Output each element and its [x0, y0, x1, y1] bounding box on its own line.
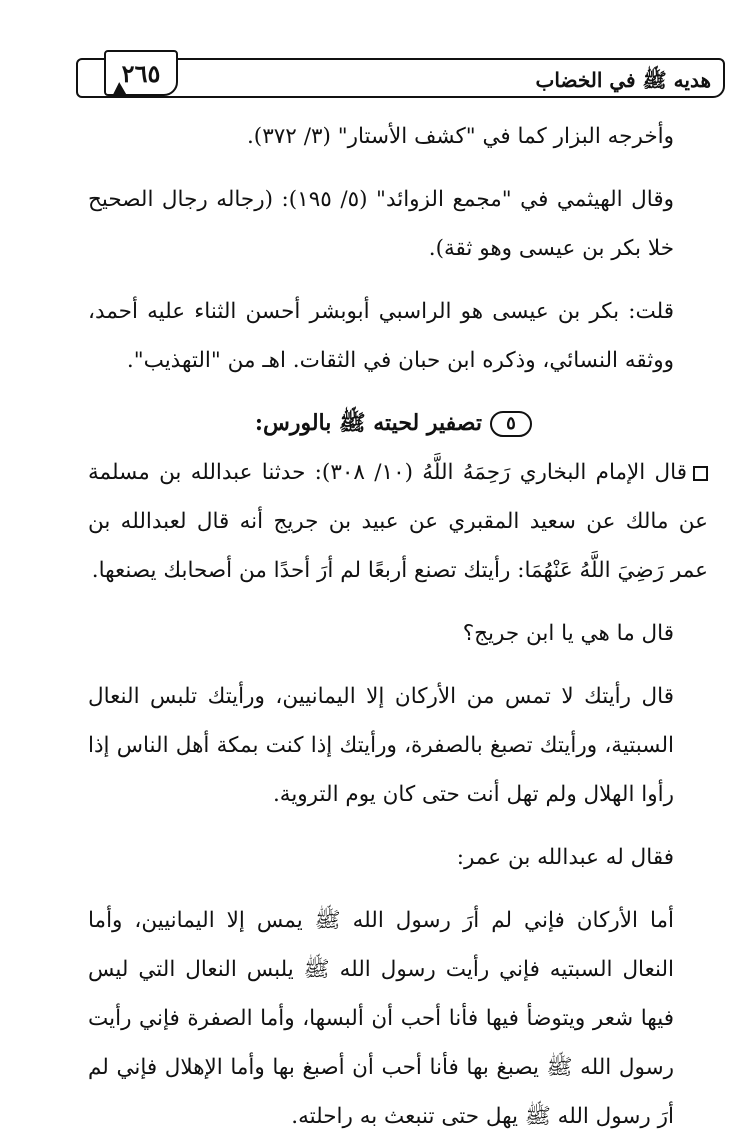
- spacer: [88, 273, 708, 287]
- page-number-label: ٢٦٥: [121, 58, 161, 88]
- section-number-badge: ٥: [490, 411, 532, 437]
- checkbox-icon: [693, 466, 708, 481]
- spacer: [88, 161, 708, 175]
- section-heading: [88, 399, 708, 448]
- spacer: [88, 385, 708, 399]
- paragraph-ibn-umar-reply: فقال له عبدالله بن عمر:: [456, 845, 674, 870]
- section-title: تصفير لحيته ﷺ بالورس:: [254, 410, 482, 436]
- paragraph-explanation: أما الأركان فإني لم أرَ رسول الله ﷺ يمس إلا اليمانيين، وأما النعال السبتيه فإني رأيت رسول الله ﷺ يلبس النعال التي ليس فيها شعر ويتوضأ فيها فأنا أحب أن ألبسها، وأما الصفرة فإني رأيت رسول الله ﷺ يصبغ بها فأنا أحب أن أصبغ بها وأما الإهلال فإني لم أرَ رسول الله ﷺ يهل حتى تنبعث به راحلته.: [88, 908, 674, 1129]
- paragraph-bukhari: [88, 448, 708, 595]
- paragraph-four-things: قال رأيتك لا تمس من الأركان إلا اليمانيين، ورأيتك تلبس النعال السبتية، ورأيتك تصبغ بالصفرة، ورأيتك إذا كنت بمكة أهل الناس إذا رأوا الهلال ولم تهل أنت حتى كان يوم التروية.: [88, 684, 674, 807]
- paragraph-bazzar: وأخرجه البزار كما في "كشف الأستار" (٣/ ٣٧٢).: [246, 124, 674, 149]
- paragraph-haythami: وقال الهيثمي في "مجمع الزوائد" (٥/ ١٩٥): (رجاله رجال الصحيح خلا بكر بن عيسى وهو ثقة).: [88, 187, 674, 261]
- spacer: [88, 819, 708, 833]
- running-header-title: هديه ﷺ في الخضاب: [535, 68, 711, 92]
- spacer: [88, 658, 708, 672]
- page-body: [88, 112, 708, 1141]
- spacer: [88, 595, 708, 609]
- paragraph-bakr-ibn-isa: قلت: بكر بن عيسى هو الراسبي أبوبشر أحسن الثناء عليه أحمد، ووثقه النسائي، وذكره ابن حبان في الثقات. اهـ من "التهذيب".: [88, 299, 674, 373]
- paragraph-question: قال ما هي يا ابن جريج؟: [462, 621, 674, 646]
- spacer: [88, 882, 708, 896]
- paragraph-bukhari-text: قال الإمام البخاري رَحِمَهُ اللَّهُ (١٠/ ٣٠٨): حدثنا عبدالله بن مسلمة عن مالك عن سعيد المقبري عن عبيد بن جريج أنه قال لعبدالله بن عمر رَضِيَ اللَّهُ عَنْهُمَا: رأيتك تصنع أربعًا لم أرَ أحدًا من أصحابك يصنعها.: [88, 460, 708, 583]
